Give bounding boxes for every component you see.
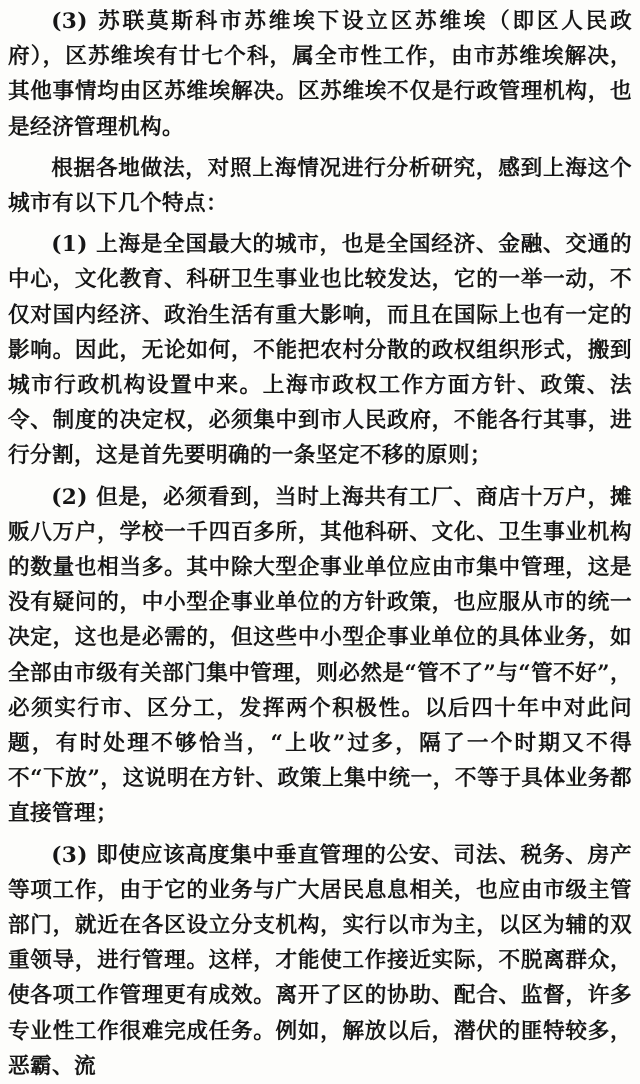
paragraph-soviet-moscow: (3) 苏联莫斯科市苏维埃下设立区苏维埃（即区人民政府），区苏维埃有廿七个科，属全市性工作，由市苏维埃解决，其他事情均由区苏维埃解决。区苏维埃不仅是行政管理机构，也是经济管理机构。 xyxy=(8,9,632,140)
paragraph-point-1: (1) 上海是全国最大的城市，也是全国经济、金融、交通的中心，文化教育、科研卫生事业也比较发达，它的一举一动，不仅对国内经济、政治生活有重大影响，而且在国际上也有一定的影响。因此，无论如何，不能把农村分散的政权组织形式，搬到城市行政机构设置中来。上海市政权工作方面方针、政策、法令、制度的决定权，必须集中到市人民政府，不能各行其事，进行分割，这是首先要明确的一条坚定不移的原则； xyxy=(8,232,632,469)
paragraph-point-2: (2) 但是，必须看到，当时上海共有工厂、商店十万户，摊贩八万户，学校一千四百多所，其他科研、文化、卫生事业机构的数量也相当多。其中除大型企事业单位应由市集中管理，这是没有疑问的，中小型企事业单位的方针政策，也应服从市的统一决定，这也是必需的，但这些中小型企事业单位的具体业务，如全部由市级有关部门集中管理，则必然是“管不了”与“管不好”，必须实行市、区分工，发挥两个积极性。以后四十年中对此问题，有时处理不够恰当，“上收”过多，隔了一个时期又不得不“下放”，这说明在方针、政策上集中统一，不等于具体业务都直接管理； xyxy=(8,484,632,827)
paragraph-shanghai-intro: 根据各地做法，对照上海情况进行分析研究，感到上海这个城市有以下几个特点： xyxy=(8,155,632,217)
paragraph-point-3: (3) 即使应该高度集中垂直管理的公安、司法、税务、房产等项工作，由于它的业务与广大居民息息相关，也应由市级主管部门，就近在各区设立分支机构，实行以市为主，以区为辅的双重领导，进行管理。这样，才能使工作接近实际，不脱离群众，使各项工作管理更有成效。离开了区的协助、配合、监督，许多专业性工作很难完成任务。例如，解放以后，潜伏的匪特较多，恶霸、流 xyxy=(8,842,632,1079)
